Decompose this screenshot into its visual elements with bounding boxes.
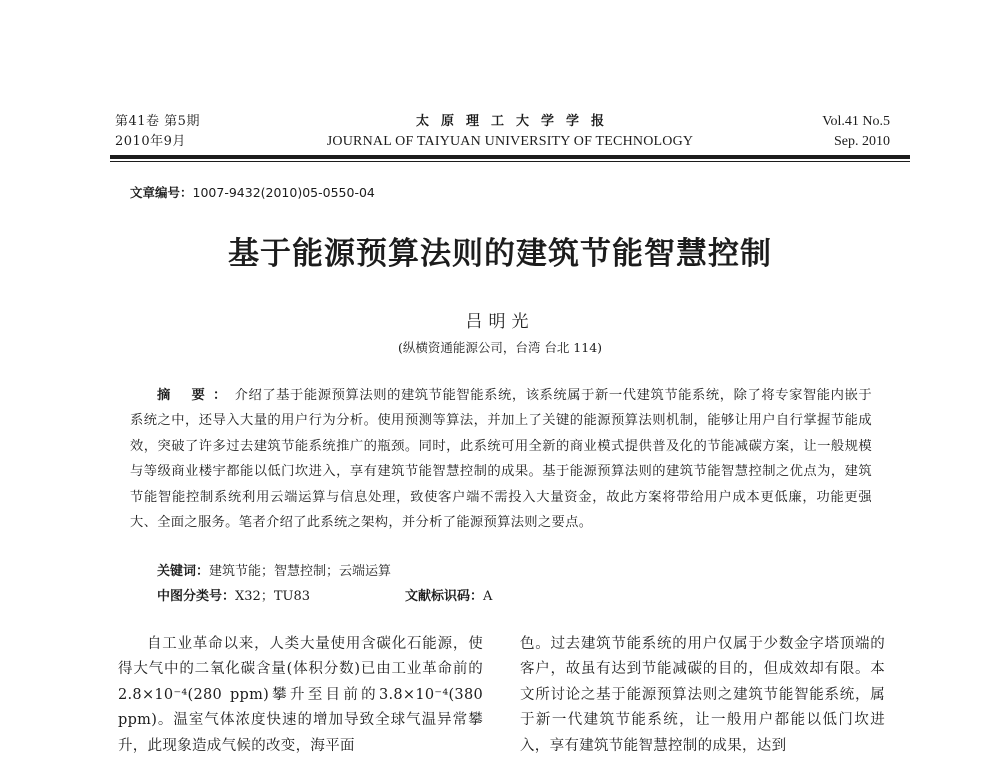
date-cn: 2010年9月 [115,134,186,149]
article-number [130,183,375,201]
document-code-label: 文献标识码： [405,589,484,604]
body-column-left [118,632,483,759]
article-number-label: 文章编号： [130,185,193,200]
header-left [115,112,200,152]
date-en: Sep. 2010 [834,134,890,149]
volume-issue-cn: 第41卷 第5期 [115,114,200,129]
document-code-value: A [483,589,493,604]
keywords [157,560,391,579]
abstract-text: 介绍了基于能源预算法则的建筑节能智能系统，该系统属于新一代建筑节能系统，除了将专家智能内嵌于系统之中，还导入大量的用户行为分析。使用预测等算法，并加上了关键的能源预算法则机制，能够让用户自行掌握节能成效，突破了许多过去建筑节能系统推广的瓶颈。同时，此系统可用全新的商业模式提供普及化的节能减碳方案，让一般规模与等级商业楼宇都能以低门坎进入，享有建筑节能智慧控制的成果。基于能源预算法则的建筑节能智慧控制之优点为，建筑节能智能控制系统利用云端运算与信息处理，致使客户端不需投入大量资金，故此方案将带给用户成本更低廉，功能更强大、全面之服务。笔者介绍了此系统之架构，并分析了能源预算法则之要点。 [130,388,872,531]
body-paragraph: 自工业革命以来，人类大量使用含碳化石能源，使得大气中的二氧化碳含量(体积分数)已由工业革命前的2.8×10⁻⁴(280 ppm)攀升至目前的3.8×10⁻⁴(380 ppm)。温室气体浓度快速的增加导致全球气温异常攀升，此现象造成气候的改变，海平面 [118,636,483,754]
article-number-value: 1007-9432(2010)05-0550-04 [192,185,375,200]
header-center [250,112,770,152]
author: 吕明光 [465,312,535,332]
header-rule-thin [110,161,910,162]
clc-label: 中图分类号： [157,589,236,604]
clc-value: X32；TU83 [235,589,310,604]
body-paragraph: 色。过去建筑节能系统的用户仅属于少数金字塔顶端的客户，故虽有达到节能减碳的目的，但成效却有限。本文所讨论之基于能源预算法则之建筑节能智能系统，属于新一代建筑节能系统，让一般用户都能以低门坎进入，享有建筑节能智慧控制的成果，达到 [520,636,885,754]
abstract-label: 摘 要： [157,388,235,403]
keywords-value: 建筑节能；智慧控制；云端运算 [209,564,392,579]
clc-number [157,585,310,604]
journal-name-en: JOURNAL OF TAIYUAN UNIVERSITY OF TECHNOLOGY [326,134,694,149]
document-code [405,585,492,604]
affiliation: (纵横资通能源公司，台湾 台北 114) [397,340,603,355]
volume-issue-en: Vol.41 No.5 [822,114,890,129]
keywords-label: 关键词： [157,564,210,579]
body-column-right [520,632,885,759]
abstract [130,383,872,535]
journal-name-cn: 太原理工大学学报 [415,114,616,129]
header-right [822,112,890,152]
header-rule-thick [110,155,910,159]
paper-title: 基于能源预算法则的建筑节能智慧控制 [228,236,772,272]
